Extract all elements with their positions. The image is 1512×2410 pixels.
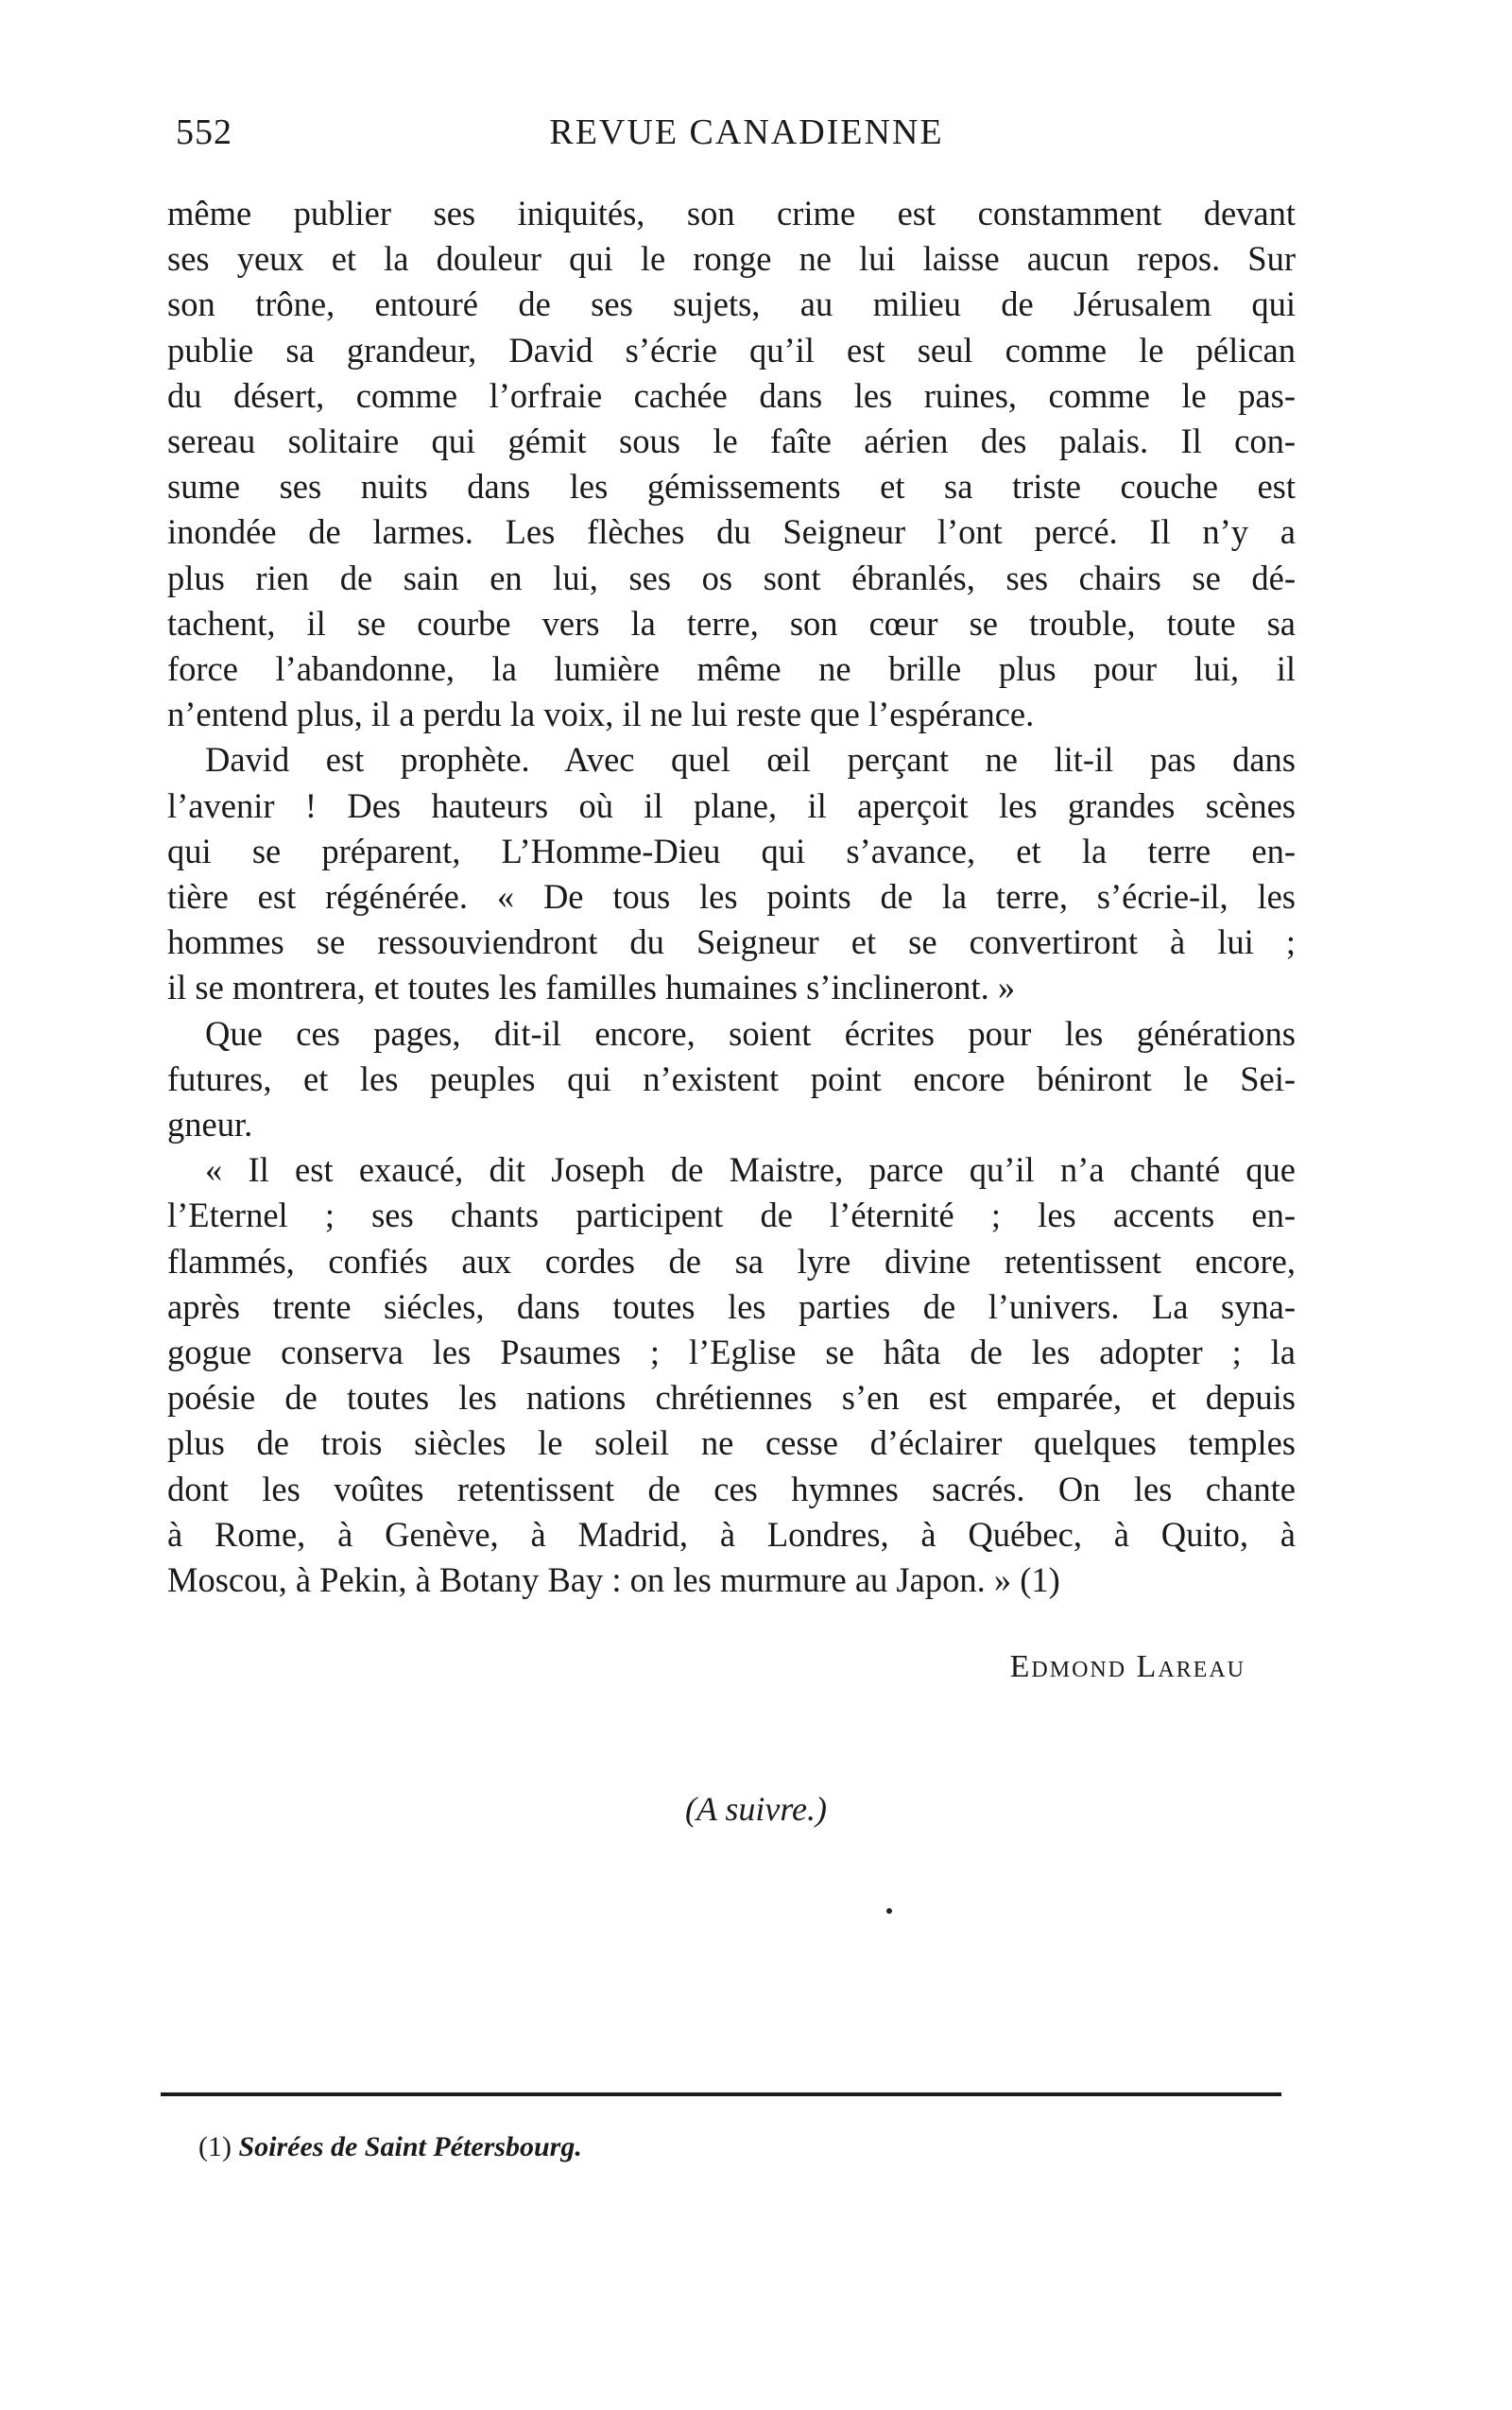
text-line: sereau solitaire qui gémit sous le faîte aérien des palais. Il con- [167,422,1296,461]
text-line: gogue conserva les Psaumes ; l’Eglise se hâta de les adopter ; la [167,1333,1296,1372]
footnote-text: Soirées de Saint Pétersbourg. [238,2131,582,2162]
text-line: inondée de larmes. Les flèches du Seigneur l’ont percé. Il n’y a [167,512,1296,552]
paragraph-3 [167,1011,1296,1148]
print-speck [886,1908,892,1914]
text-line: force l’abandonne, la lumière même ne brille plus pour lui, il [167,649,1296,689]
text-line: qui se préparent, L’Homme-Dieu qui s’avance, et la terre en- [167,831,1296,870]
text-line: « Il est exaucé, dit Joseph de Maistre, parce qu’il n’a chanté que [205,1150,1296,1190]
paragraph-2 [167,737,1296,1010]
text-line: plus rien de sain en lui, ses os sont ébranlés, ses chairs se dé- [167,558,1296,597]
body-text [167,191,1296,1603]
text-line: sume ses nuits dans les gémissements et sa triste couche est [167,467,1296,507]
paragraph-4 [167,1147,1296,1603]
text-line: n’entend plus, il a perdu la voix, il ne lui reste que l’espérance. [167,695,1035,734]
text-line: plus de trois siècles le soleil ne cesse d’éclairer quelques temples [167,1423,1296,1463]
text-line: l’avenir ! Des hauteurs où il plane, il aperçoit les grandes scènes [167,785,1296,825]
footnote-rule [161,2092,1281,2096]
text-line: à Rome, à Genève, à Madrid, à Londres, à Québec, à Quito, à [167,1514,1296,1554]
text-line: il se montrera, et toutes les familles humaines s’inclineront. » [167,968,1016,1007]
journal-title: REVUE CANADIENNE [549,112,944,152]
text-line: son trône, entouré de ses sujets, au milieu de Jérusalem qui [167,284,1296,324]
text-line: dont les voûtes retentissent de ces hymnes sacrés. On les chante [167,1469,1296,1508]
text-line: après trente siécles, dans toutes les parties de l’univers. La syna- [167,1286,1296,1326]
footnote-marker: (1) [198,2131,232,2162]
running-head [170,112,1295,168]
text-line: tachent, il se courbe vers la terre, son cœur se trouble, toute sa [167,603,1296,643]
paragraph-1 [167,191,1296,737]
footnote [198,2131,582,2163]
text-line: Que ces pages, dit-il encore, soient écrites pour les générations [205,1013,1296,1053]
text-line: tière est régénérée. « De tous les points de la terre, s’écrie-il, les [167,877,1296,917]
text-line: Moscou, à Pekin, à Botany Bay : on les murmure au Japon. » (1) [167,1560,1060,1600]
text-line: gneur. [167,1105,253,1145]
text-line: l’Eternel ; ses chants participent de l’éternité ; les accents en- [167,1196,1296,1235]
text-line: hommes se ressouviendront du Seigneur et se convertiront à lui ; [167,922,1296,962]
text-line: futures, et les peuples qui n’existent point encore béniront le Sei- [167,1059,1296,1098]
continuation-note: (A suivre.) [685,1790,827,1828]
text-line: flammés, confiés aux cordes de sa lyre divine retentissent encore, [167,1241,1296,1281]
text-line: même publier ses iniquités, son crime est constamment devant [167,194,1296,232]
page-number: 552 [176,112,232,152]
text-line: publie sa grandeur, David s’écrie qu’il est seul comme le pélican [167,330,1296,370]
text-line: du désert, comme l’orfraie cachée dans les ruines, comme le pas- [167,375,1296,415]
text-line: ses yeux et la douleur qui le ronge ne lui laisse aucun repos. Sur [167,239,1296,279]
text-line: poésie de toutes les nations chrétiennes s’en est emparée, et depuis [167,1378,1296,1418]
text-line: David est prophète. Avec quel œil perçant ne lit-il pas dans [205,740,1296,780]
author-signature: Edmond Lareau [1009,1649,1246,1684]
